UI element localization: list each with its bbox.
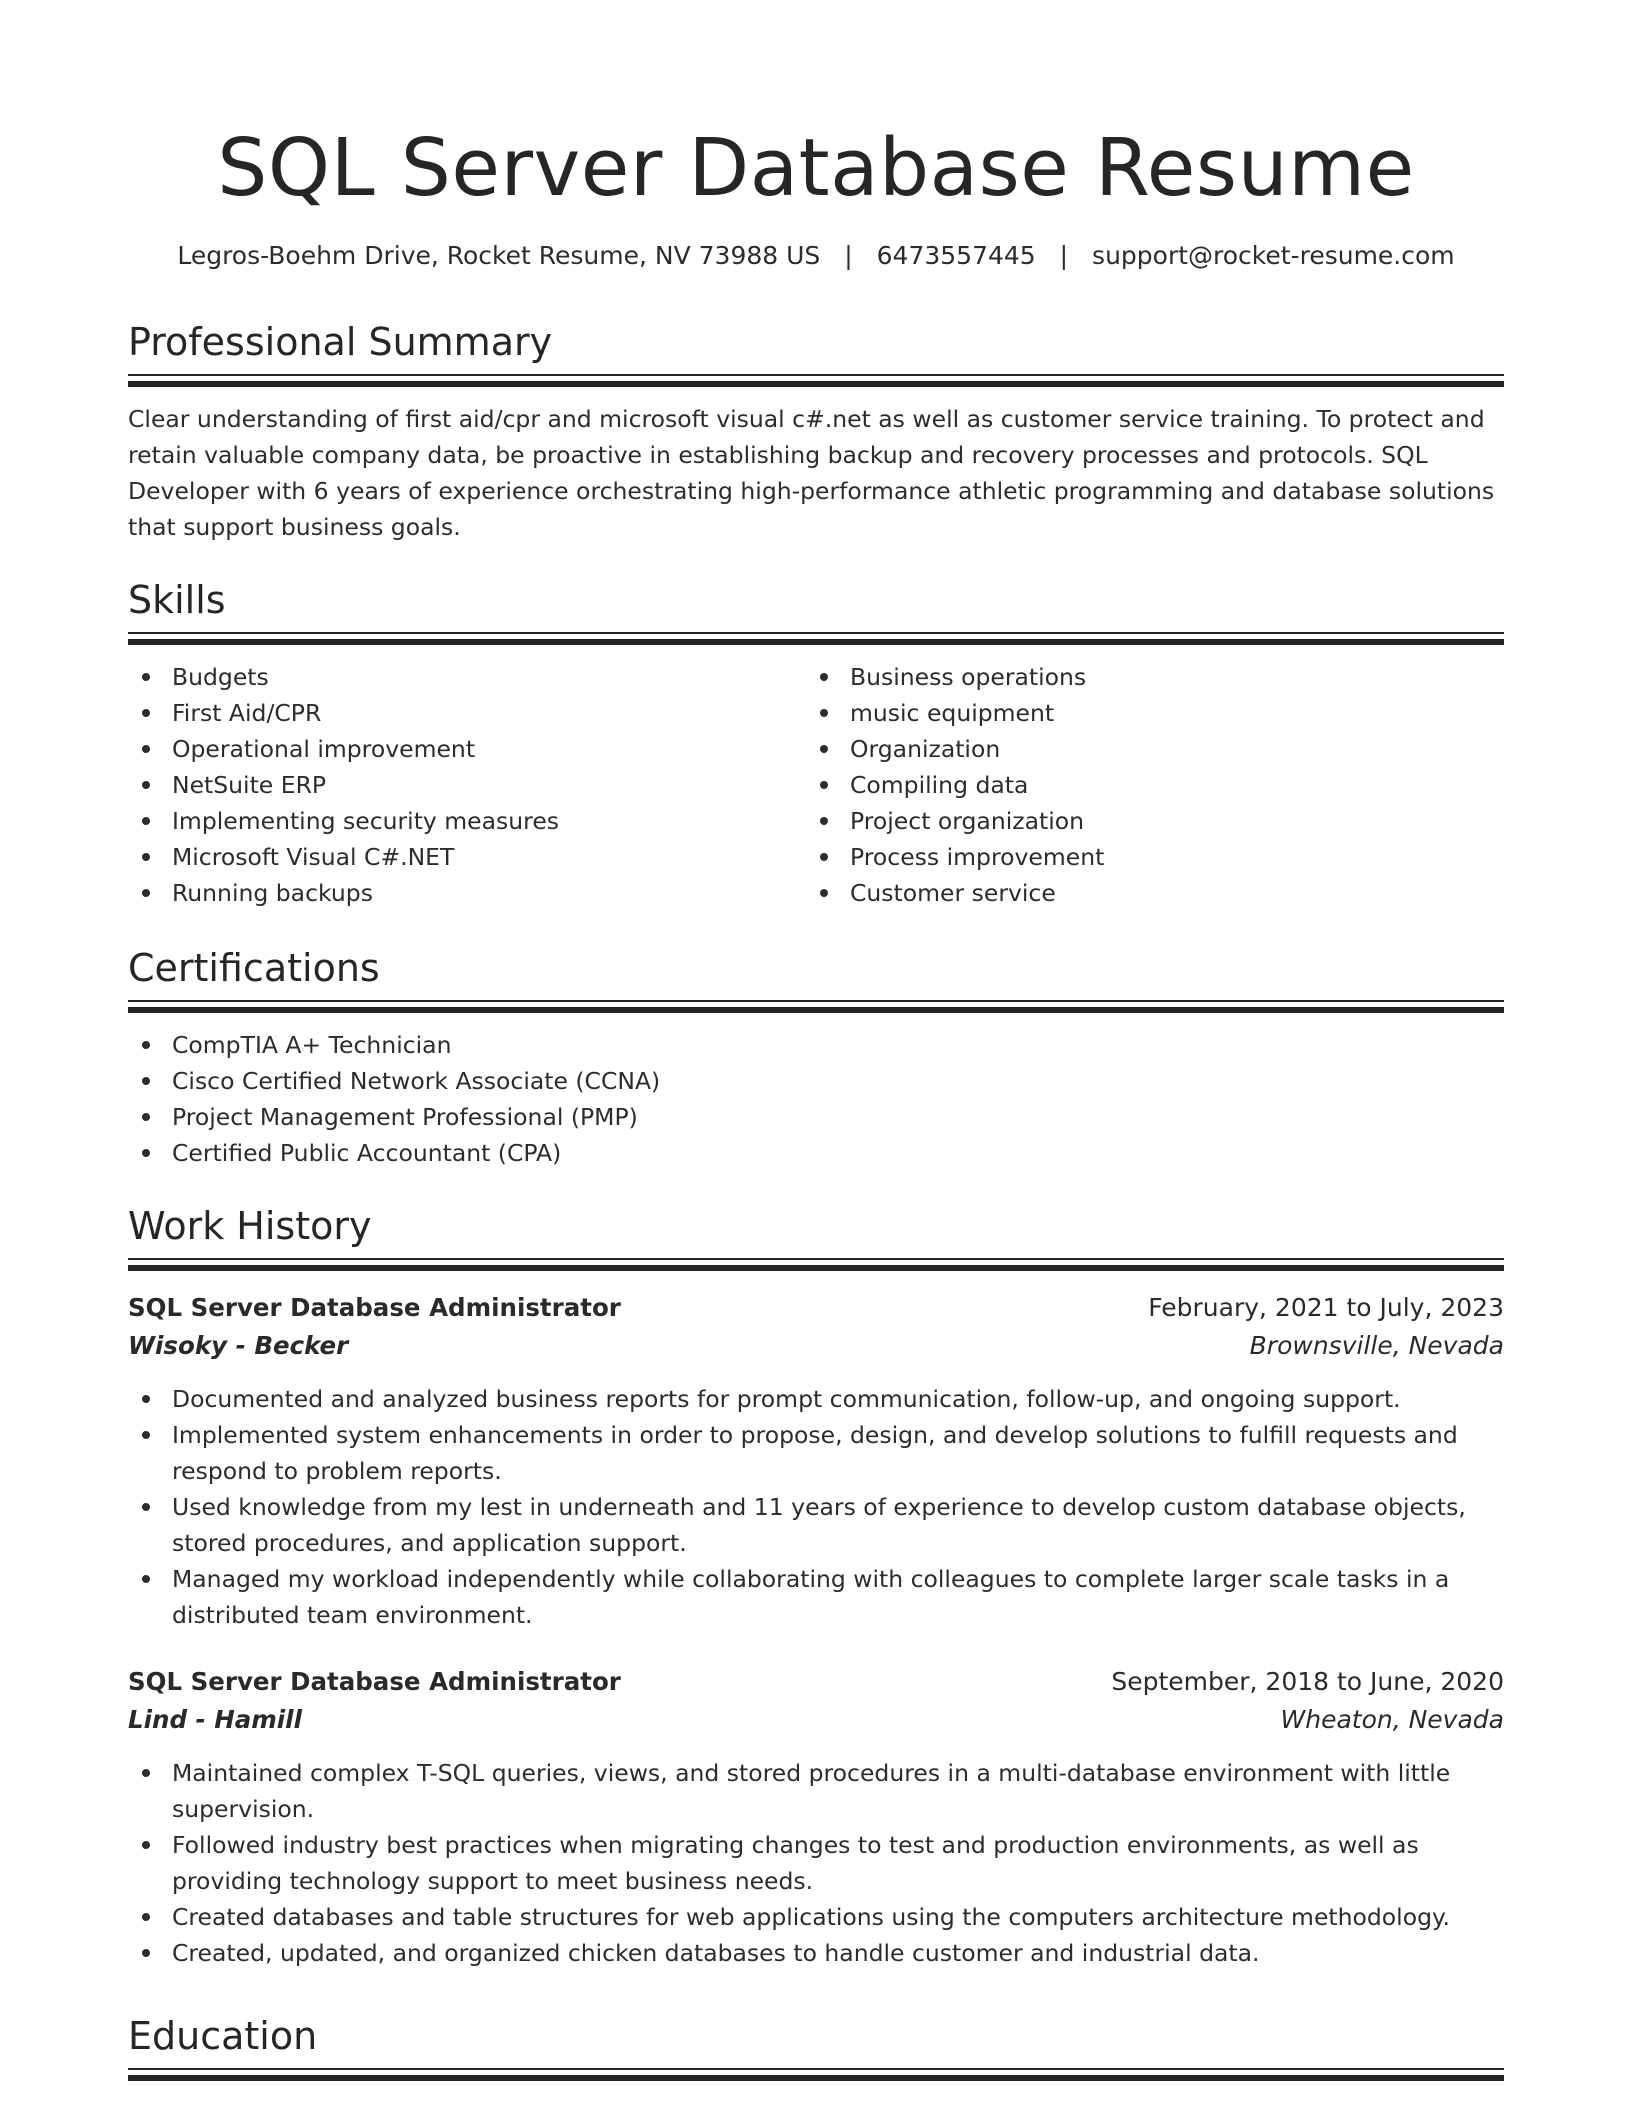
job-company: Wisoky - Becker bbox=[128, 1331, 349, 1360]
job-location: Brownsville, Nevada bbox=[1249, 1331, 1504, 1360]
section-divider bbox=[128, 639, 1504, 645]
job-bullet: Created databases and table structures for web applications using the computers architecture methodology. bbox=[128, 1899, 1504, 1935]
summary-text: Clear understanding of first aid/cpr and microsoft visual c#.net as well as customer service training. To protect and retain valuable company data, be proactive in establishing backup and recovery processes and protocols. SQL Developer with 6 years of experience orchestrating high-performance athletic programming and database solutions that support business goals. bbox=[128, 405, 1495, 541]
skills-list-right bbox=[806, 659, 1484, 911]
job-bullet: Documented and analyzed business reports for prompt communication, follow-up, and ongoing support. bbox=[128, 1381, 1504, 1417]
job-bullet: Managed my workload independently while collaborating with colleagues to complete larger scale tasks in a distributed team environment. bbox=[128, 1561, 1504, 1633]
contact-separator: | bbox=[844, 241, 853, 270]
job-location: Wheaton, Nevada bbox=[1280, 1705, 1504, 1734]
skill-item: Process improvement bbox=[806, 839, 1484, 875]
skill-item: Organization bbox=[806, 731, 1484, 767]
section-divider bbox=[128, 1007, 1504, 1013]
job-bullet: Used knowledge from my lest in underneath and 11 years of experience to develop custom database objects, stored procedures, and application support. bbox=[128, 1489, 1504, 1561]
skill-item: Business operations bbox=[806, 659, 1484, 695]
job-bullets bbox=[128, 1381, 1504, 1633]
skill-item: Running backups bbox=[128, 875, 806, 911]
skill-item: First Aid/CPR bbox=[128, 695, 806, 731]
section-divider bbox=[128, 374, 1504, 376]
section-title: Professional Summary bbox=[128, 320, 553, 364]
job-bullet: Followed industry best practices when migrating changes to test and production environments, as well as providing technology support to meet business needs. bbox=[128, 1827, 1504, 1899]
section-divider bbox=[128, 2075, 1504, 2081]
skill-item: NetSuite ERP bbox=[128, 767, 806, 803]
job-entry bbox=[128, 1663, 1504, 1971]
skill-item: music equipment bbox=[806, 695, 1484, 731]
certification-item: CompTIA A+ Technician bbox=[128, 1027, 1504, 1063]
certifications-list bbox=[128, 1027, 1504, 1171]
certification-item: Cisco Certified Network Associate (CCNA) bbox=[128, 1063, 1504, 1099]
certifications-section bbox=[128, 944, 1504, 1171]
skills-columns bbox=[128, 659, 1504, 911]
job-bullet: Created, updated, and organized chicken databases to handle customer and industrial data. bbox=[128, 1935, 1504, 1971]
skills-section bbox=[128, 576, 1504, 911]
certification-item: Certified Public Accountant (CPA) bbox=[128, 1135, 1504, 1171]
job-entry bbox=[128, 1289, 1504, 1633]
contact-phone: 6473557445 bbox=[876, 241, 1036, 270]
skill-item: Microsoft Visual C#.NET bbox=[128, 839, 806, 875]
section-divider bbox=[128, 2068, 1504, 2070]
contact-email[interactable]: support@rocket-resume.com bbox=[1092, 241, 1455, 270]
job-company: Lind - Hamill bbox=[128, 1705, 302, 1734]
work-history-section bbox=[128, 1202, 1504, 1971]
job-header bbox=[128, 1663, 1504, 1701]
skill-item: Operational improvement bbox=[128, 731, 806, 767]
contact-line bbox=[128, 236, 1504, 276]
section-divider bbox=[128, 381, 1504, 387]
skill-item: Project organization bbox=[806, 803, 1484, 839]
job-bullets bbox=[128, 1755, 1504, 1971]
contact-address: Legros-Boehm Drive, Rocket Resume, NV 73988 US bbox=[177, 241, 821, 270]
section-title: Work History bbox=[128, 1204, 372, 1248]
resume-name: SQL Server Database Resume bbox=[217, 122, 1415, 214]
certification-item: Project Management Professional (PMP) bbox=[128, 1099, 1504, 1135]
contact-separator: | bbox=[1059, 241, 1069, 270]
section-divider bbox=[128, 1265, 1504, 1271]
job-title: SQL Server Database Administrator bbox=[128, 1667, 621, 1696]
skills-list-left bbox=[128, 659, 806, 911]
section-divider bbox=[128, 1000, 1504, 1002]
skill-item: Compiling data bbox=[806, 767, 1484, 803]
section-divider bbox=[128, 1258, 1504, 1260]
job-bullet: Implemented system enhancements in order to propose, design, and develop solutions to fulfill requests and respond to problem reports. bbox=[128, 1417, 1504, 1489]
skill-item: Customer service bbox=[806, 875, 1484, 911]
section-divider bbox=[128, 632, 1504, 634]
job-title: SQL Server Database Administrator bbox=[128, 1293, 621, 1322]
section-title: Skills bbox=[128, 578, 226, 622]
job-subheader bbox=[128, 1701, 1504, 1739]
skill-item: Implementing security measures bbox=[128, 803, 806, 839]
job-header bbox=[128, 1289, 1504, 1327]
job-bullet: Maintained complex T-SQL queries, views, and stored procedures in a multi-database environment with little supervision. bbox=[128, 1755, 1504, 1827]
summary-section bbox=[128, 318, 1504, 545]
job-dates: September, 2018 to June, 2020 bbox=[1111, 1667, 1504, 1696]
education-section bbox=[128, 2012, 1504, 2081]
section-title: Education bbox=[128, 2014, 318, 2058]
skill-item: Budgets bbox=[128, 659, 806, 695]
job-dates: February, 2021 to July, 2023 bbox=[1148, 1293, 1504, 1322]
section-title: Certifications bbox=[128, 946, 380, 990]
job-subheader bbox=[128, 1327, 1504, 1365]
